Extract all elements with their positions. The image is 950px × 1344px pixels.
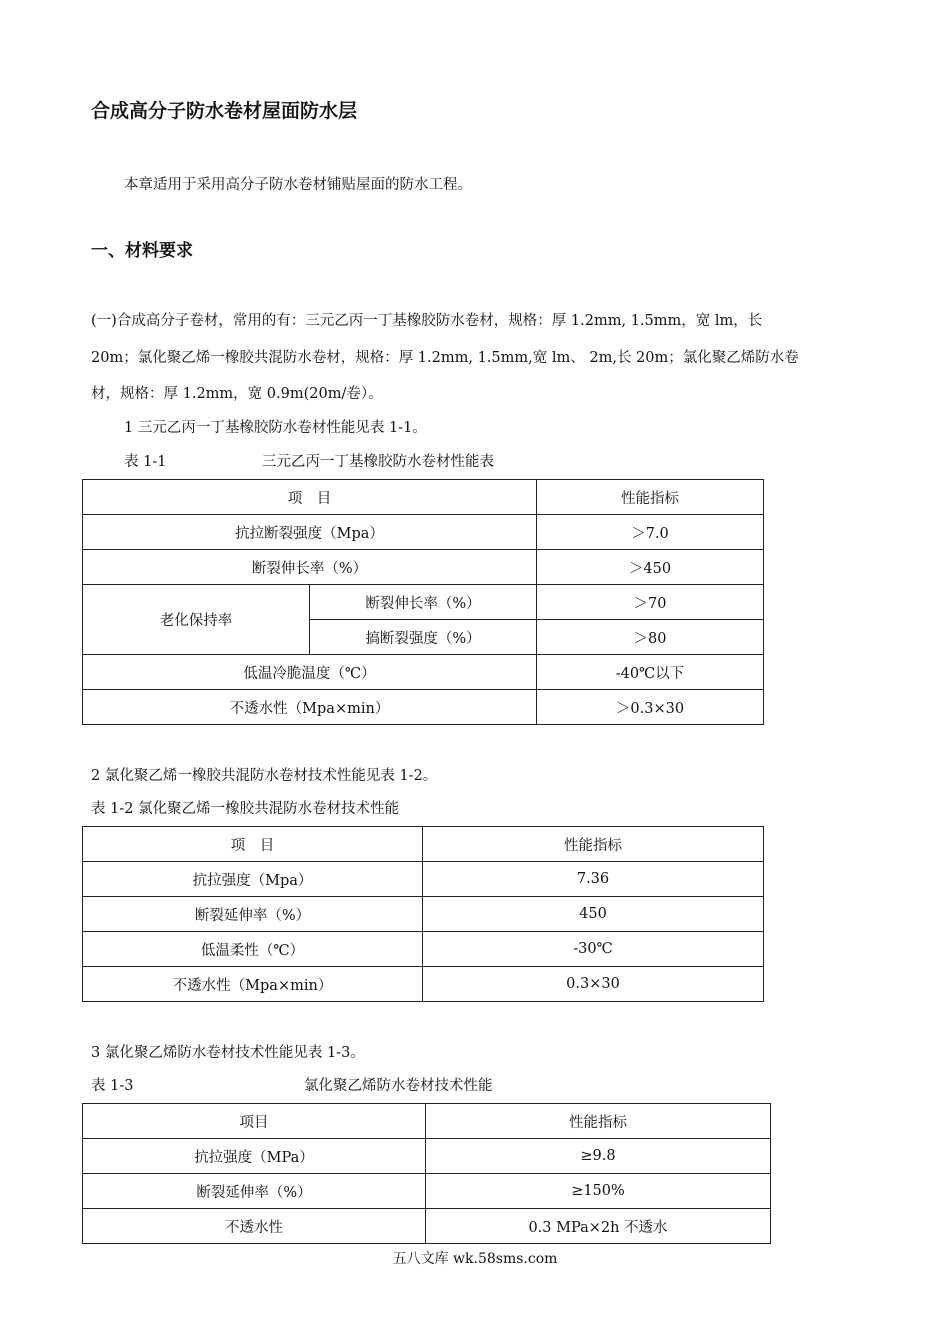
- table-cell: ≥150%: [426, 1174, 771, 1209]
- table-row: [83, 1139, 771, 1174]
- table-cell: 不透水性: [83, 1209, 426, 1244]
- table-header-cell: 项目: [83, 1104, 426, 1139]
- table-row: [83, 1104, 771, 1139]
- table-cell: 断裂伸长率（%）: [83, 550, 537, 585]
- table-1: [82, 479, 764, 725]
- table-row: [83, 862, 764, 897]
- table-cell: ＞70: [537, 585, 764, 620]
- table-row: [83, 585, 764, 620]
- document-title: 合成高分子防水卷材屋面防水层: [91, 100, 358, 122]
- table-cell: 450: [423, 897, 764, 932]
- table-cell: ＞7.0: [537, 515, 764, 550]
- section-heading-materials: 一、材料要求: [91, 241, 193, 261]
- table-cell: ＞450: [537, 550, 764, 585]
- table-header-cell: 项 目: [83, 827, 423, 862]
- table-group-cell: 老化保持率: [83, 585, 310, 655]
- table-cell: 低温柔性（℃）: [83, 932, 423, 967]
- table-cell: 7.36: [423, 862, 764, 897]
- table-1-reference: 1 三元乙丙一丁基橡胶防水卷材性能见表 1-1。: [124, 420, 427, 436]
- table-1-caption: 三元乙丙一丁基橡胶防水卷材性能表: [262, 454, 494, 470]
- table-row: [83, 550, 764, 585]
- table-2-reference: 2 氯化聚乙烯一橡胶共混防水卷材技术性能见表 1-2。: [91, 768, 438, 784]
- table-cell: ＞80: [537, 620, 764, 655]
- table-cell: 抗拉强度（MPa）: [83, 1139, 426, 1174]
- intro-paragraph: 本章适用于采用高分子防水卷材铺贴屋面的防水工程。: [124, 177, 472, 193]
- table-row: [83, 690, 764, 725]
- table-header-cell: 性能指标: [423, 827, 764, 862]
- table-cell: 搞断裂强度（%）: [310, 620, 537, 655]
- table-row: [83, 655, 764, 690]
- material-paragraph-line-2: 20m；氯化聚乙烯一橡胶共混防水卷材，规格：厚 1.2mm, 1.5mm,宽 lm、 2m,长 20m；氯化聚乙烯防水卷: [91, 350, 799, 366]
- table-2: [82, 826, 764, 1002]
- table-cell: 抗拉强度（Mpa）: [83, 862, 423, 897]
- table-cell: ≥9.8: [426, 1139, 771, 1174]
- table-cell: 不透水性（Mpa×min）: [83, 967, 423, 1002]
- table-cell: ＞0.3×30: [537, 690, 764, 725]
- table-row: [83, 515, 764, 550]
- table-cell: 低温冷脆温度（℃）: [83, 655, 537, 690]
- table-cell: 不透水性（Mpa×min）: [83, 690, 537, 725]
- table-row: [83, 932, 764, 967]
- table-cell: 断裂延伸率（%）: [83, 1174, 426, 1209]
- table-row: [83, 1174, 771, 1209]
- table-cell: 0.3 MPa×2h 不透水: [426, 1209, 771, 1244]
- table-3: [82, 1103, 771, 1244]
- table-cell: 断裂伸长率（%）: [310, 585, 537, 620]
- table-cell: 0.3×30: [423, 967, 764, 1002]
- table-header-cell: 性能指标: [537, 480, 764, 515]
- table-1-label: 表 1-1: [124, 454, 167, 470]
- table-header-cell: 项 目: [83, 480, 537, 515]
- table-2-caption: 表 1-2 氯化聚乙烯一橡胶共混防水卷材技术性能: [91, 801, 400, 817]
- table-row: [83, 827, 764, 862]
- table-cell: -40℃以下: [537, 655, 764, 690]
- table-cell: 断裂延伸率（%）: [83, 897, 423, 932]
- table-3-caption: 氯化聚乙烯防水卷材技术性能: [304, 1078, 493, 1094]
- table-3-label: 表 1-3: [91, 1078, 134, 1094]
- table-row: [83, 1209, 771, 1244]
- table-row: [83, 897, 764, 932]
- table-row: [83, 967, 764, 1002]
- table-cell: 抗拉断裂强度（Mpa）: [83, 515, 537, 550]
- table-header-cell: 性能指标: [426, 1104, 771, 1139]
- page-footer: 五八文库 wk.58sms.com: [392, 1251, 558, 1267]
- material-paragraph-line-3: 材，规格：厚 1.2mm，宽 0.9m(20m/卷）。: [91, 386, 383, 402]
- table-row: [83, 480, 764, 515]
- table-cell: -30℃: [423, 932, 764, 967]
- material-paragraph-line-1: (一)合成高分子卷材，常用的有：三元乙丙一丁基橡胶防水卷材，规格：厚 1.2mm, 1.5mm，宽 lm，长: [91, 313, 763, 329]
- table-3-reference: 3 氯化聚乙烯防水卷材技术性能见表 1-3。: [91, 1045, 365, 1061]
